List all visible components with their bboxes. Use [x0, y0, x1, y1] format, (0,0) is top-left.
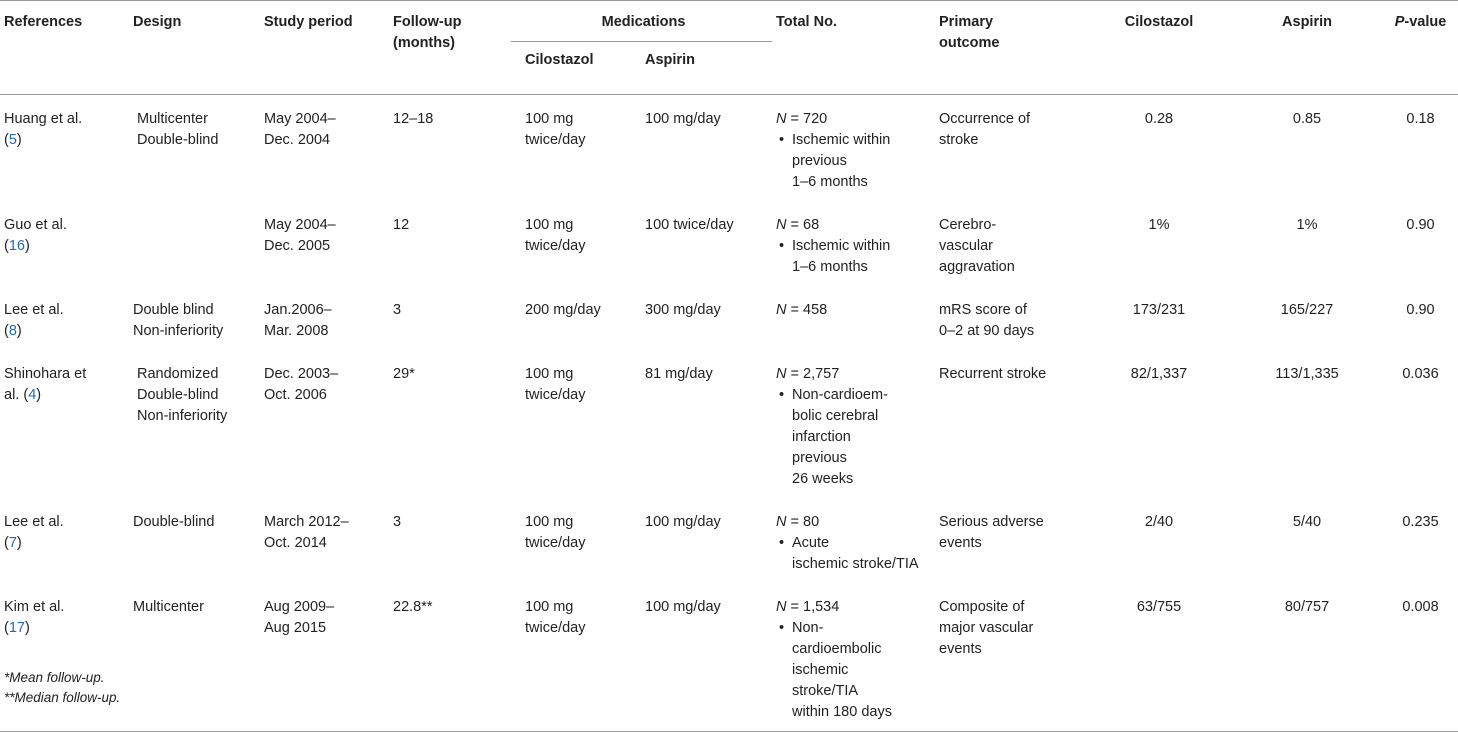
outcome-line: mRS score of [939, 302, 1027, 318]
outcome-line: Occurrence of [939, 111, 1031, 127]
outcome-line: aggravation [939, 259, 1015, 275]
design-line: Non-inferiority [133, 323, 224, 339]
reference-link[interactable]: 4 [28, 387, 37, 403]
footnote-median: **Median follow-up. [4, 690, 121, 705]
reference-cell [0, 350, 129, 498]
bullet-line: 1–6 months [792, 174, 868, 190]
bullet-line: Ischemic within [792, 132, 891, 148]
table-row [0, 350, 1458, 498]
period-line: Mar. 2008 [264, 323, 329, 339]
bullet-item [776, 130, 935, 193]
bullet-line: previous [792, 450, 847, 466]
med-cilostazol-cell [511, 286, 641, 350]
bullet-line: stroke/TIA [792, 683, 859, 699]
bullet-line: Non- [792, 620, 824, 636]
p-value-cell: 0.008 [1402, 599, 1439, 615]
design-cell [129, 286, 260, 350]
reference-paren-open: ( [4, 620, 9, 636]
med-line: 100 mg [525, 366, 574, 382]
reference-text: Huang et al. [4, 111, 83, 127]
p-value-cell: 0.90 [1406, 217, 1435, 233]
total-n: N = 68 [776, 217, 820, 233]
primary-outcome-cell [935, 201, 1083, 286]
total-no-cell [772, 350, 935, 498]
design-line: Double blind [133, 302, 214, 318]
period-line: May 2004– [264, 217, 336, 233]
reference-paren-close: ) [16, 132, 22, 148]
total-n: N = 2,757 [776, 366, 840, 382]
primary-outcome-cell [935, 95, 1083, 202]
reference-text-2: al. [4, 387, 20, 403]
primary-outcome-cell [935, 350, 1083, 498]
med-aspirin-cell: 100 mg/day [645, 111, 721, 127]
col-medications: Medications [511, 1, 772, 42]
col-p-value [1379, 1, 1458, 95]
col-aspirin: Aspirin [1282, 14, 1332, 30]
col-primary-outcome-label: Primary [939, 14, 994, 30]
bullet-line: ischemic stroke/TIA [792, 556, 919, 572]
bullet-line: cardioembolic [792, 641, 882, 657]
reference-cell [0, 286, 129, 350]
p-rest: -value [1404, 14, 1447, 30]
outcome-line: stroke [939, 132, 979, 148]
study-period-cell [260, 498, 389, 583]
reference-paren-open: ( [4, 132, 9, 148]
study-period-cell [260, 95, 389, 202]
outcome-line: events [939, 535, 982, 551]
design-cell [129, 498, 260, 583]
bullet-item [776, 385, 935, 490]
med-cilostazol-cell [511, 350, 641, 498]
col-total-no: Total No. [776, 14, 837, 30]
cilostazol-result-cell: 173/231 [1132, 302, 1186, 318]
reference-paren-open: ( [4, 535, 9, 551]
col-cilostazol: Cilostazol [1124, 14, 1194, 30]
med-line: 200 mg/day [525, 302, 601, 318]
design-line: Double-blind [133, 514, 215, 530]
reference-link[interactable]: 5 [8, 132, 17, 148]
bullet-list [776, 385, 935, 490]
total-n: N = 80 [776, 514, 820, 530]
col-study-period: Study period [264, 14, 353, 30]
primary-outcome-cell [935, 286, 1083, 350]
primary-outcome-cell [935, 583, 1083, 731]
design-line: Double-blind [137, 132, 219, 148]
med-line: twice/day [525, 238, 586, 254]
follow-up-cell: 22.8** [393, 599, 433, 615]
reference-cell [0, 498, 129, 583]
reference-text: Shinohara et [4, 366, 87, 382]
p-value-cell: 0.036 [1402, 366, 1439, 382]
design-cell [129, 350, 260, 498]
bullet-dot-icon: • [779, 132, 785, 148]
bullet-line: previous [792, 153, 847, 169]
bullet-line: within 180 days [792, 704, 892, 720]
med-aspirin-cell: 100 twice/day [645, 217, 734, 233]
col-med-aspirin: Aspirin [645, 52, 695, 68]
design-line: Multicenter [137, 111, 208, 127]
period-line: Aug 2009– [264, 599, 335, 615]
col-med-cilostazol: Cilostazol [525, 52, 594, 68]
total-no-cell [772, 583, 935, 731]
cilostazol-result-cell: 2/40 [1144, 514, 1174, 530]
cilostazol-result-cell: 1% [1148, 217, 1170, 233]
period-line: Dec. 2004 [264, 132, 331, 148]
med-aspirin-cell: 100 mg/day [645, 599, 721, 615]
header-row-1 [0, 1, 1458, 42]
period-line: Dec. 2003– [264, 366, 339, 382]
med-cilostazol-cell [511, 583, 641, 731]
n-symbol: N [776, 111, 787, 127]
reference-link[interactable]: 8 [8, 323, 17, 339]
follow-up-cell: 3 [393, 514, 402, 530]
reference-paren-close: ) [24, 620, 30, 636]
med-aspirin-cell: 100 mg/day [645, 514, 721, 530]
follow-up-cell: 12–18 [393, 111, 434, 127]
reference-paren-close: ) [16, 323, 22, 339]
aspirin-result-cell: 165/227 [1280, 302, 1334, 318]
bullet-line: 26 weeks [792, 471, 854, 487]
study-period-cell [260, 350, 389, 498]
outcome-line: Recurrent stroke [939, 366, 1047, 382]
table-body [0, 95, 1458, 732]
bullet-dot-icon: • [779, 535, 785, 551]
med-line: 100 mg [525, 111, 574, 127]
n-symbol: N [776, 302, 787, 318]
col-follow-up-unit: (months) [393, 35, 456, 51]
reference-paren-close: ) [36, 387, 42, 403]
period-line: Dec. 2005 [264, 238, 331, 254]
study-period-cell [260, 201, 389, 286]
table-row [0, 201, 1458, 286]
med-line: twice/day [525, 132, 586, 148]
aspirin-result-cell: 80/757 [1284, 599, 1330, 615]
total-n: N = 1,534 [776, 599, 840, 615]
study-period-cell [260, 583, 389, 731]
col-primary-outcome [935, 1, 1083, 95]
aspirin-result-cell: 5/40 [1292, 514, 1322, 530]
outcome-line: 0–2 at 90 days [939, 323, 1035, 339]
bullet-line: Ischemic within [792, 238, 891, 254]
table-row [0, 583, 1458, 731]
reference-paren-open: ( [4, 238, 9, 254]
reference-paren-open: ( [4, 323, 9, 339]
reference-cell [0, 201, 129, 286]
med-aspirin-cell: 81 mg/day [645, 366, 713, 382]
total-no-cell [772, 95, 935, 202]
p-value-cell: 0.18 [1406, 111, 1435, 127]
reference-text: Lee et al. [4, 514, 64, 530]
med-line: 100 mg [525, 514, 574, 530]
bullet-item [776, 236, 935, 278]
outcome-line: events [939, 641, 982, 657]
total-n: N = 720 [776, 111, 828, 127]
design-line: Randomized [137, 366, 219, 382]
reference-paren-close: ) [24, 238, 30, 254]
aspirin-result-cell: 113/1,335 [1275, 366, 1339, 382]
reference-link[interactable]: 7 [8, 535, 17, 551]
col-follow-up-label: Follow-up [393, 14, 462, 30]
period-line: May 2004– [264, 111, 336, 127]
reference-text: Lee et al. [4, 302, 64, 318]
outcome-line: Composite of [939, 599, 1025, 615]
col-design: Design [133, 14, 182, 30]
bullet-line: infarction [792, 429, 851, 445]
total-no-cell [772, 201, 935, 286]
bullet-line: Acute [792, 535, 830, 551]
table-row [0, 498, 1458, 583]
reference-text: Kim et al. [4, 599, 65, 615]
outcome-line: vascular [939, 238, 994, 254]
med-aspirin-cell: 300 mg/day [645, 302, 721, 318]
footnote-mean: *Mean follow-up. [4, 670, 105, 685]
reference-text: Guo et al. [4, 217, 67, 233]
med-line: twice/day [525, 620, 586, 636]
bullet-line: bolic cerebral [792, 408, 879, 424]
cilostazol-result-cell: 82/1,337 [1130, 366, 1188, 382]
footnotes [4, 668, 120, 708]
outcome-line: Serious adverse [939, 514, 1044, 530]
cilostazol-result-cell: 0.28 [1144, 111, 1174, 127]
bullet-item [776, 533, 935, 575]
period-line: Oct. 2014 [264, 535, 327, 551]
outcome-line: Cerebro- [939, 217, 997, 233]
reference-paren-open: ( [23, 387, 29, 403]
table-row [0, 286, 1458, 350]
bullet-line: Non-cardioem- [792, 387, 888, 403]
total-no-cell [772, 286, 935, 350]
col-follow-up [389, 1, 511, 95]
period-line: Oct. 2006 [264, 387, 327, 403]
med-cilostazol-cell [511, 95, 641, 202]
design-line: Non-inferiority [137, 408, 228, 424]
col-primary-outcome-label-2: outcome [939, 35, 1000, 51]
p-value-cell: 0.235 [1402, 514, 1439, 530]
bullet-list [776, 130, 935, 193]
med-line: twice/day [525, 387, 586, 403]
bullet-list [776, 618, 935, 723]
aspirin-result-cell: 1% [1296, 217, 1318, 233]
med-line: twice/day [525, 535, 586, 551]
bullet-item [776, 618, 935, 723]
reference-cell [0, 583, 129, 731]
follow-up-cell: 29* [393, 366, 415, 382]
cilostazol-result-cell: 63/755 [1136, 599, 1182, 615]
design-cell [129, 201, 260, 286]
aspirin-result-cell: 0.85 [1292, 111, 1322, 127]
study-period-cell [260, 286, 389, 350]
p-italic: P [1394, 14, 1405, 30]
reference-paren-close: ) [16, 535, 22, 551]
follow-up-cell: 3 [393, 302, 402, 318]
period-line: Jan.2006– [264, 302, 332, 318]
outcome-line: major vascular [939, 620, 1034, 636]
period-line: Aug 2015 [264, 620, 327, 636]
reference-link[interactable]: 16 [8, 238, 25, 254]
reference-cell [0, 95, 129, 202]
med-cilostazol-cell [511, 201, 641, 286]
p-value-cell: 0.90 [1406, 302, 1435, 318]
bullet-dot-icon: • [779, 620, 785, 636]
total-no-cell [772, 498, 935, 583]
table-row [0, 95, 1458, 202]
design-cell [129, 583, 260, 731]
med-line: 100 mg [525, 217, 574, 233]
total-n: N = 458 [776, 302, 828, 318]
primary-outcome-cell [935, 498, 1083, 583]
med-cilostazol-cell [511, 498, 641, 583]
n-symbol: N [776, 514, 787, 530]
reference-link[interactable]: 17 [8, 620, 25, 636]
design-line: Multicenter [133, 599, 204, 615]
follow-up-cell: 12 [393, 217, 410, 233]
col-references: References [4, 14, 83, 30]
n-symbol: N [776, 366, 787, 382]
bullet-list [776, 533, 935, 575]
n-symbol: N [776, 217, 787, 233]
bullet-line: ischemic [792, 662, 849, 678]
design-cell [129, 95, 260, 202]
bullet-dot-icon: • [779, 238, 785, 254]
n-symbol: N [776, 599, 787, 615]
design-line: Double-blind [137, 387, 219, 403]
period-line: March 2012– [264, 514, 349, 530]
bullet-line: 1–6 months [792, 259, 868, 275]
med-line: 100 mg [525, 599, 574, 615]
bullet-list [776, 236, 935, 278]
bullet-dot-icon: • [779, 387, 785, 403]
